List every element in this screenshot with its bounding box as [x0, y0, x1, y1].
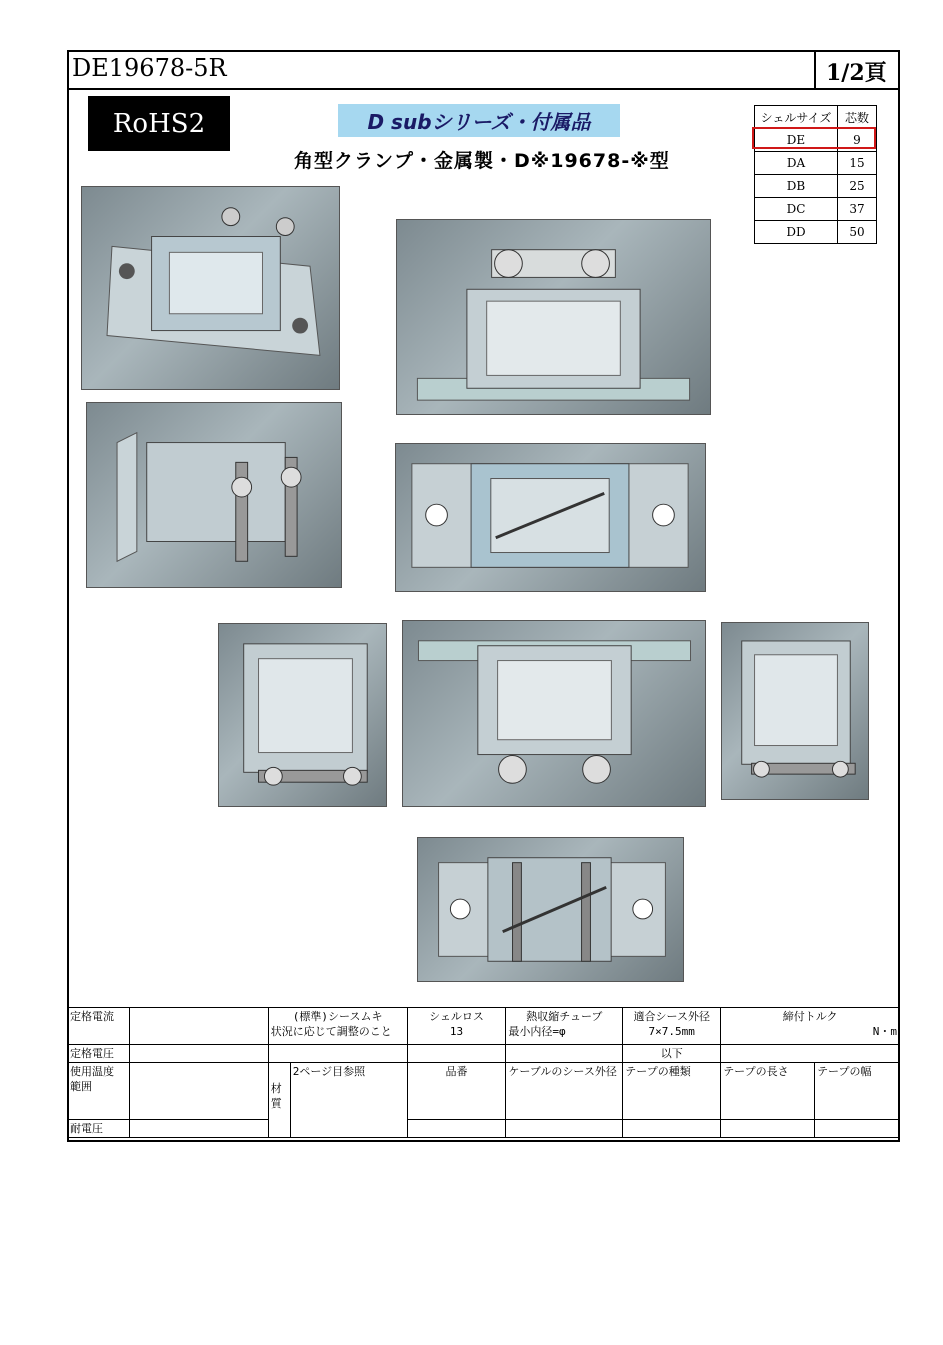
- shell-loss-header: シェルロス: [429, 1010, 484, 1023]
- shell-size-header: シェルサイズ: [755, 106, 838, 129]
- standard-cell: [268, 1008, 407, 1045]
- shell-size-cell: DB: [755, 175, 838, 198]
- clamp-illustration: [418, 838, 683, 981]
- sheath-value-2: 以下: [623, 1045, 721, 1063]
- empty-cell: [623, 1120, 721, 1138]
- pin-count-cell: 37: [838, 198, 877, 221]
- empty-cell: [407, 1045, 506, 1063]
- temp-range-line1: 使用温度: [70, 1065, 114, 1078]
- rohs-badge: RoHS2: [88, 96, 230, 151]
- tape-length-header: テープの長さ: [721, 1063, 815, 1120]
- pin-count-cell: 9: [838, 129, 877, 152]
- empty-cell: [506, 1120, 623, 1138]
- clamp-illustration: [722, 623, 868, 799]
- photo-angle-top: [81, 186, 340, 390]
- pin-count-cell: 15: [838, 152, 877, 175]
- empty-cell: [407, 1120, 506, 1138]
- photo-side-screws: [86, 402, 342, 588]
- shell-size-table: [754, 105, 877, 244]
- empty-cell: [721, 1045, 900, 1063]
- material-ref: 2ページ目参照: [290, 1063, 407, 1138]
- tube-value: 最小内径=φ: [508, 1025, 566, 1038]
- photo-front-top: [396, 219, 711, 415]
- clamp-illustration: [403, 621, 705, 806]
- rated-voltage-label: 定格電圧: [68, 1045, 130, 1063]
- withstand-label: 耐電圧: [68, 1120, 130, 1138]
- clamp-illustration: [397, 220, 710, 414]
- cable-outer-header: ケーブルのシース外径: [506, 1063, 623, 1120]
- pin-count-header: 芯数: [838, 106, 877, 129]
- standard-value: 状況に応じて調整のこと: [270, 1025, 392, 1038]
- part-no-header: 品番: [407, 1063, 506, 1120]
- header-divider: [67, 88, 900, 90]
- shell-loss-cell: [407, 1008, 506, 1045]
- document-id: DE19678-5R: [72, 54, 227, 82]
- pin-count-cell: 25: [838, 175, 877, 198]
- withstand-value: [129, 1120, 268, 1138]
- clamp-illustration: [396, 444, 705, 591]
- shell-highlight-box: [752, 127, 876, 149]
- temp-range-line2: 範囲: [70, 1080, 92, 1093]
- empty-cell: [721, 1120, 815, 1138]
- sheath-header: 適合シース外径: [633, 1010, 710, 1023]
- rated-current-label: 定格電流: [68, 1008, 130, 1045]
- series-title: D subシリーズ・付属品: [338, 104, 620, 137]
- shell-size-cell: DA: [755, 152, 838, 175]
- shell-size-cell: DC: [755, 198, 838, 221]
- rated-current-value: [129, 1008, 268, 1045]
- sheath-value: 7×7.5mm: [648, 1025, 695, 1038]
- rated-voltage-value: [129, 1045, 268, 1063]
- photo-side-left: [218, 623, 387, 807]
- spec-row: [68, 1008, 900, 1045]
- clamp-illustration: [87, 403, 341, 587]
- empty-cell: [506, 1045, 623, 1063]
- spec-row: [68, 1063, 900, 1120]
- temp-range-label: [68, 1063, 130, 1120]
- table-row: [755, 175, 877, 198]
- empty-cell: [268, 1045, 407, 1063]
- clamp-illustration: [82, 187, 339, 389]
- material-char2: 質: [270, 1097, 282, 1110]
- table-row: [755, 198, 877, 221]
- tape-type-header: テープの種類: [623, 1063, 721, 1120]
- tube-header: 熱収縮チューブ: [526, 1010, 603, 1023]
- shell-size-cell: DE: [755, 129, 838, 152]
- pin-count-cell: 50: [838, 221, 877, 244]
- shell-table-header: [755, 106, 877, 129]
- shell-loss-value: 13: [449, 1025, 464, 1038]
- torque-cell: [721, 1008, 900, 1045]
- photo-side-right: [721, 622, 869, 800]
- tape-width-header: テープの幅: [815, 1063, 900, 1120]
- spec-row: [68, 1045, 900, 1063]
- temp-range-value: [129, 1063, 268, 1120]
- spec-table: [67, 1007, 900, 1138]
- spec-row: [68, 1120, 900, 1138]
- material-label: [268, 1063, 290, 1138]
- material-char1: 材: [270, 1082, 282, 1095]
- table-row: [755, 221, 877, 244]
- table-row: [755, 152, 877, 175]
- standard-header: (標準)シースムキ: [292, 1010, 383, 1023]
- photo-bottom-springs: [417, 837, 684, 982]
- sheath-cell: [623, 1008, 721, 1045]
- clamp-illustration: [219, 624, 386, 806]
- tube-cell: [506, 1008, 623, 1045]
- page-number: 1/2頁: [826, 60, 887, 86]
- product-subtitle: 角型クランプ・金属製・D※19678-※型: [294, 150, 670, 172]
- photo-top-flange: [395, 443, 706, 592]
- empty-cell: [815, 1120, 900, 1138]
- torque-value: N・m: [872, 1025, 897, 1038]
- shell-size-cell: DD: [755, 221, 838, 244]
- torque-header: 締付トルク: [782, 1010, 838, 1023]
- photo-front-bottom: [402, 620, 706, 807]
